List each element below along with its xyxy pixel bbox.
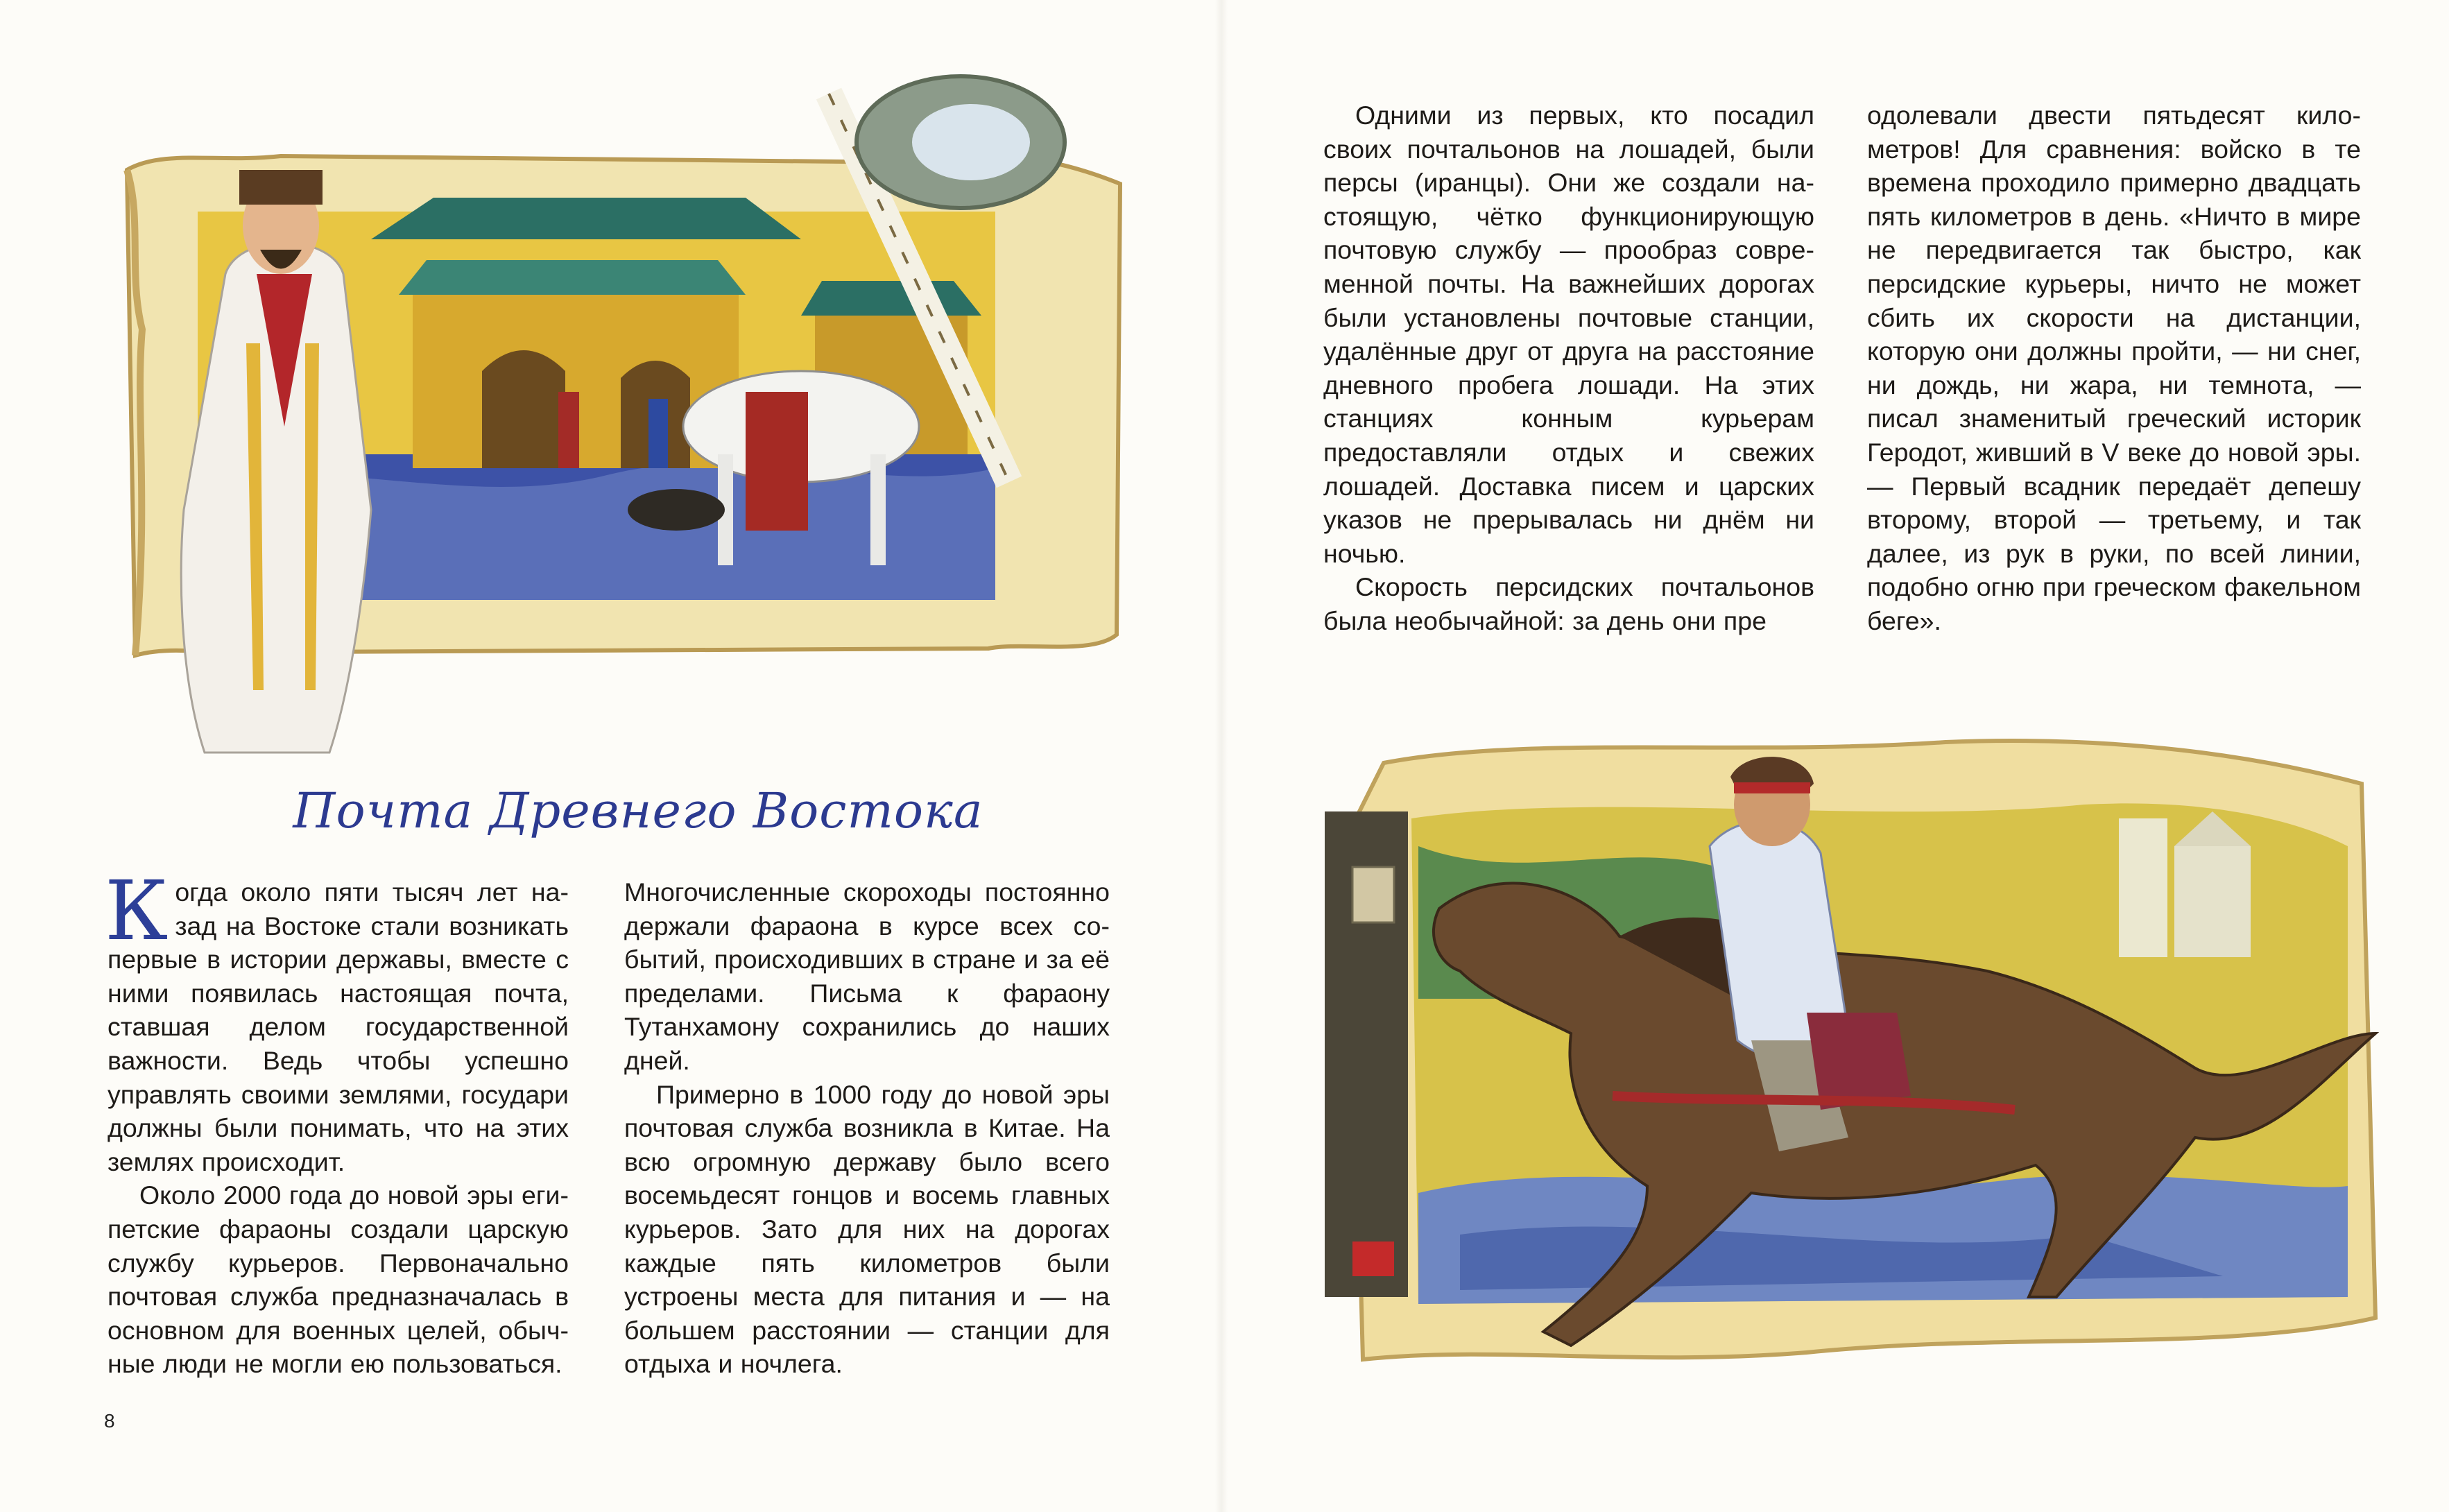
paragraph: одолевали двести пятьдесят километров! Для сравнения: войско в те времена проходило примерно двадцать пять километров в день. «Ничто в мире не передвигается так быстро, как персидские курьеры, ничто не может сбить их скорости на дистанции, которую они должны пройти, — ни снег, ни дождь, ни жара, ни темнота, — писал знаменитый греческий историк Геродот, живший в V веке до новой эры. — Первый всадник передаёт депешу второму, второй — третьему, и так далее, из рук в руки, по всей линии, подобно огню при греческом факельном беге». (1867, 101, 2361, 635)
chinese-courtyard-illustration (121, 66, 1141, 759)
left-column-1 (105, 863, 569, 1381)
persian-courier-picture (1321, 707, 2382, 1387)
left-page (0, 0, 1221, 1512)
paragraph: Около 2000 года до новой эры египетские фараоны создали царскую службу курьеров. Первоначально почтовая служба предназначалась в основном для военных целей, обычные люди не могли ею пользоваться. (108, 1180, 569, 1379)
drop-cap: К (105, 863, 169, 959)
paragraph: Примерно в 1000 году до новой эры почтовая служба возникла в Китае. На всю огромную державу было всего восемьдесят гонцов и восемь главных курьеров. Зато для них на дорогах каждые пять километров были устроены места для питания и — на большем расстоянии — станции для отдыха и ночлега. (624, 1079, 1110, 1379)
left-column-2 (624, 875, 1110, 1381)
right-column-1 (1323, 98, 1814, 638)
paragraph: Одними из первых, кто посадил своих почтальонов на лошадей, были персы (иранцы). Они же создали настоящую, чётко функционирующую почтовую службу — прообраз современной почты. На важнейших дорогах были установлены почтовые станции, удалённые друг от друга на расстояние дневного пробега лошади. На этих станциях конным курьерам предоставляли отдых и свежих лошадей. Доставка писем и царских указов не прерывалась ни днём ни ночью. (1323, 101, 1814, 568)
paragraph: Многочисленные скороходы постоянно держали фараона в курсе всех событий, происходивших в стране и за её пределами. Письма к фараону Тутанхамону сохранились до наших дней. (624, 877, 1110, 1075)
paragraph-text: огда около пяти тысяч лет назад на Востоке стали возникать первые в истории державы, вместе с ними появилась настоящая почта, ставшая делом государственной важности. Ведь чтобы успешно управлять своими землями, государи должны были понимать, что на этих землях происходит. (108, 877, 569, 1176)
chinese-courtyard-picture (121, 66, 1141, 759)
page-number: 8 (104, 1410, 115, 1432)
right-page (1221, 0, 2449, 1512)
page-title: Почта Древнего Востока (293, 782, 983, 839)
right-column-2 (1867, 98, 2361, 638)
paragraph: Скорость персидских почтальонов была необычайной: за день они пре (1323, 572, 1814, 635)
persian-courier-illustration (1321, 707, 2382, 1387)
paragraph (105, 863, 569, 1178)
